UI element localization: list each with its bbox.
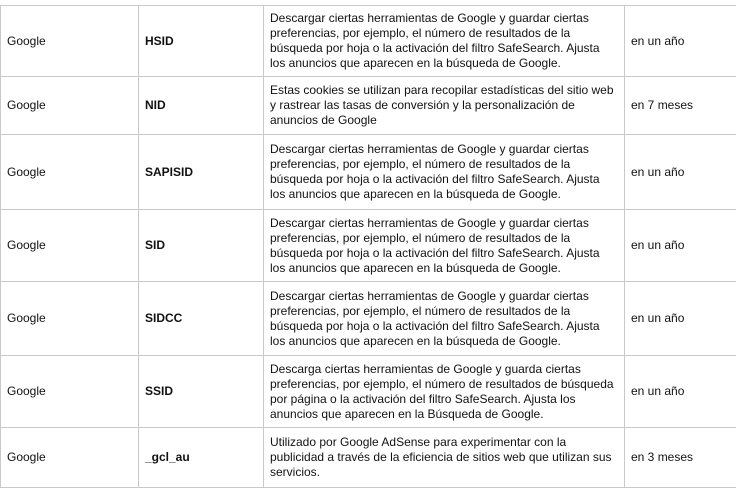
cookie-name: _gcl_au bbox=[139, 428, 264, 488]
cookie-purpose: Estas cookies se utilizan para recopilar estadísticas del sitio web y rastrear las tasas de conversión y la personalización de anuncios de Google bbox=[264, 77, 625, 135]
cookie-expiry: en un año bbox=[625, 356, 736, 428]
cookie-expiry: en 7 meses bbox=[625, 77, 736, 135]
cookie-purpose: Utilizado por Google AdSense para experimentar con la publicidad a través de la eficiencia de sitios web que utilizan sus servicios. bbox=[264, 428, 625, 488]
cookie-name: SIDCC bbox=[139, 282, 264, 356]
cookie-expiry: en un año bbox=[625, 6, 736, 77]
cookie-name: SAPISID bbox=[139, 135, 264, 210]
table-row bbox=[1, 210, 736, 282]
cookie-purpose: Descargar ciertas herramientas de Google y guardar ciertas preferencias, por ejemplo, el número de resultados de la búsqueda por hoja o la activación del filtro SafeSearch. Ajusta los anuncios que aparecen en la búsqueda de Google. bbox=[264, 135, 625, 210]
cookie-purpose: Descargar ciertas herramientas de Google y guardar ciertas preferencias, por ejemplo, el número de resultados de la búsqueda por hoja o la activación del filtro SafeSearch. Ajusta los anuncios que aparecen en la búsqueda de Google. bbox=[264, 210, 625, 282]
table-row bbox=[1, 6, 736, 77]
cookie-provider: Google bbox=[1, 210, 139, 282]
table-row bbox=[1, 282, 736, 356]
cookie-provider: Google bbox=[1, 77, 139, 135]
cookie-expiry: en un año bbox=[625, 135, 736, 210]
cookie-name: SSID bbox=[139, 356, 264, 428]
cookie-name: NID bbox=[139, 77, 264, 135]
table-row bbox=[1, 77, 736, 135]
cookie-purpose: Descarga ciertas herramientas de Google y guarda ciertas preferencias, por ejemplo, el número de resultados de búsqueda por página o la activación del filtro SafeSearch. Ajusta los anuncios que aparecen en la Búsqueda de Google. bbox=[264, 356, 625, 428]
cookie-provider: Google bbox=[1, 356, 139, 428]
cookie-expiry: en un año bbox=[625, 282, 736, 356]
cookie-name: HSID bbox=[139, 6, 264, 77]
cookie-purpose: Descargar ciertas herramientas de Google y guardar ciertas preferencias, por ejemplo, el número de resultados de la búsqueda por hoja o la activación del filtro SafeSearch. Ajusta los anuncios que aparecen en la búsqueda de Google. bbox=[264, 282, 625, 356]
cookie-provider: Google bbox=[1, 135, 139, 210]
cookies-table bbox=[0, 5, 736, 488]
cookie-name: SID bbox=[139, 210, 264, 282]
cookie-purpose: Descargar ciertas herramientas de Google y guardar ciertas preferencias, por ejemplo, el número de resultados de la búsqueda por hoja o la activación del filtro SafeSearch. Ajusta los anuncios que aparecen en la búsqueda de Google. bbox=[264, 6, 625, 77]
table-row bbox=[1, 356, 736, 428]
cookie-provider: Google bbox=[1, 6, 139, 77]
table-row bbox=[1, 135, 736, 210]
cookie-expiry: en un año bbox=[625, 210, 736, 282]
table-row bbox=[1, 428, 736, 488]
cookie-provider: Google bbox=[1, 282, 139, 356]
cookie-provider: Google bbox=[1, 428, 139, 488]
cookie-expiry: en 3 meses bbox=[625, 428, 736, 488]
